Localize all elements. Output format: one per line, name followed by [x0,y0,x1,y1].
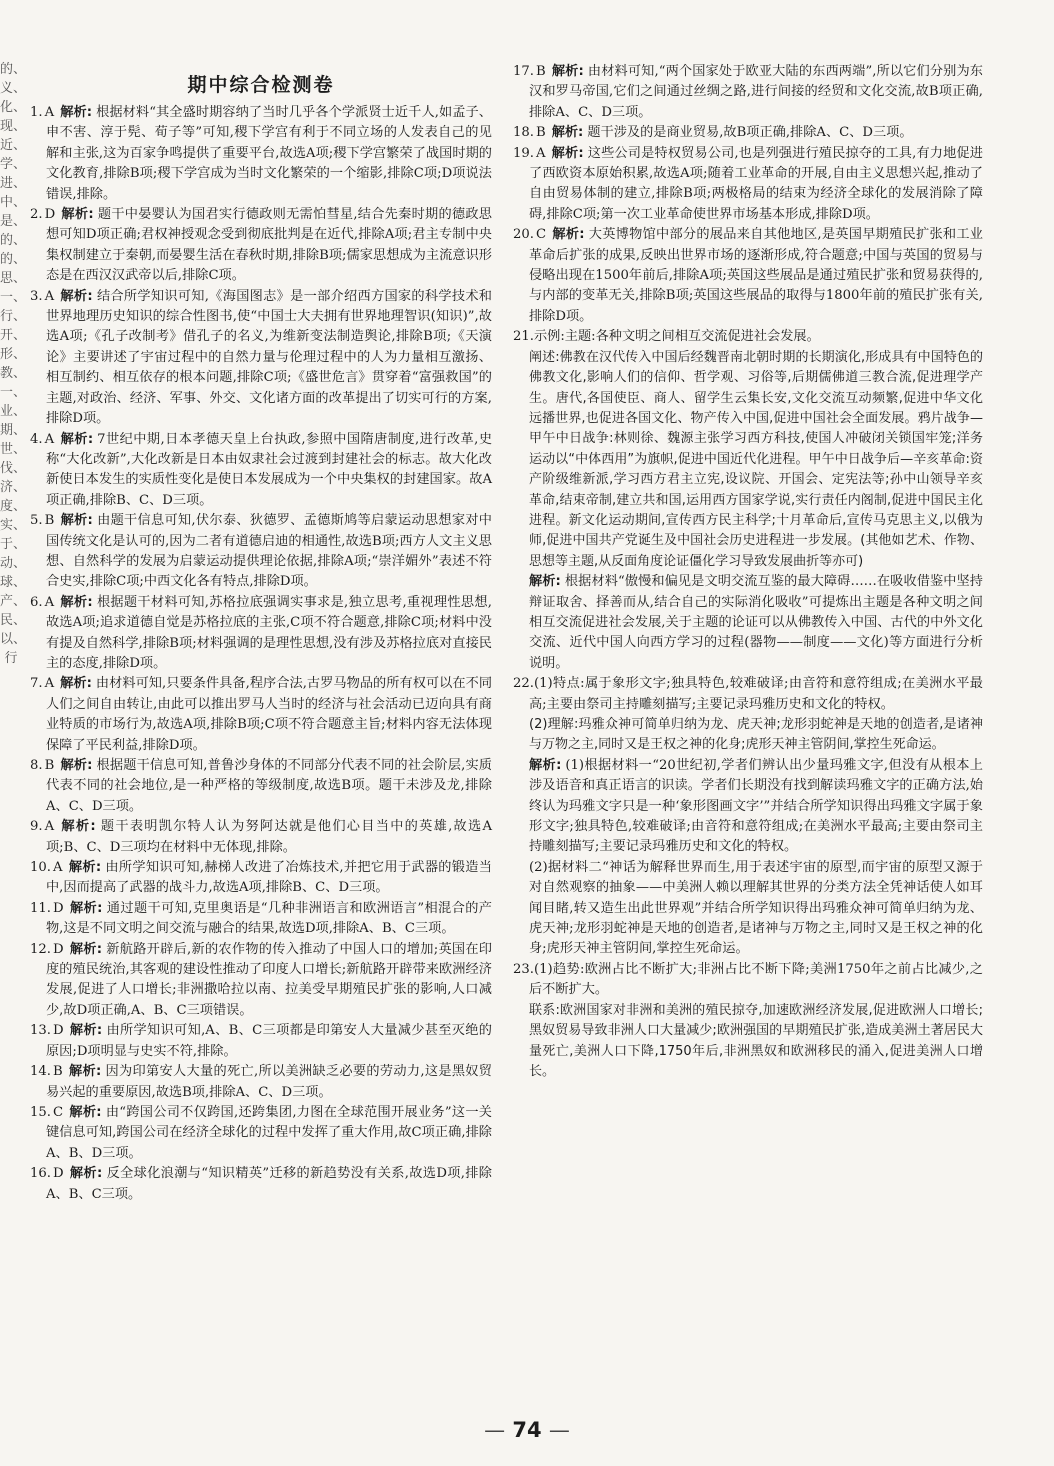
answer-ans: C [52,1104,64,1120]
answer-num: 9. [30,819,43,835]
answer-item [30,940,492,1022]
answer-item [513,144,983,226]
answer-text: 结合所学知识可知,《海国图志》是一部介绍西方国家的科学技术和世界地理历史知识的综合性图书,使“中国士大夫拥有世界地理智识(知识)”,故选A项;《孔子改制考》借孔子的名义,为维新变法制造舆论,排除B项;《天演论》主要讲述了宇宙过程中的自然力量与伦理过程中的人为力量相互激扬、相互制约、相互依存的根本问题,排除C项;《盛世危言》贯穿着“富强救国”的主题,对政治、经济、军事、外交、文化诸方面的改革提出了切实可行的方案,排除D项。 [46,288,492,427]
answer-ans: D [52,1166,64,1182]
answer-text: 由所学知识可知,A、B、C三项都是印第安人大量减少甚至灭绝的原因;D项明显与史实不符,排除。 [46,1023,492,1059]
answer-num: 18. [513,125,534,141]
answer-item [30,899,492,940]
answer-tag: 解析: [551,125,584,141]
right-column [513,62,983,1082]
answer-num: 6. [30,594,43,610]
answer-ans: D [52,900,64,916]
answer-tag: 解析: [60,594,93,610]
adjacent-page-edge-text: 的、义、化、现、近、学、进、中、是、的、的、思、一、行、开、形、教、一、业、期、世、伐、济、度、实、于、动、球、产、民、以、行 [0,62,27,666]
answer-num: 5. [30,513,43,529]
answer-tag: 解析: [69,1166,103,1182]
answer-ans: A [52,860,63,876]
answer-ans: A [44,288,55,304]
answer-text: 根据题干材料可知,苏格拉底强调实事求是,独立思考,重视理性思想,故选A项;追求道德自觉是苏格拉底的主张,C项不符合题意,排除C项;材料中没有提及自然科学,排除B项;材料强调的是理性思想,没有涉及苏格拉底对直接民主的态度,排除D项。 [46,594,492,671]
page-number: — 74 — [484,1418,570,1442]
answer-tag: 解析: [60,431,94,447]
answer-tag: 解析: [60,105,93,120]
answer-tag: 解析: [60,758,93,773]
answer-text: 题干中晏婴认为国君实行德政则无需怕彗星,结合先秦时期的德政思想可知D项正确;君权神授观念受到彻底批判是在近代,排除A项;君主专制中央集权制建立于秦朝,而晏婴生活在春秋时期,排除B项;儒家思想成为主流意识形态是在西汉汉武帝以后,排除C项。 [46,207,492,284]
answer-ans: A [44,105,55,120]
answer-item [513,123,983,143]
answer-text: 由材料可知,“两个国家处于欧亚大陆的东西两端”,所以它们分别为东汉和罗马帝国,它们之间通过丝绸之路,进行间接的经贸和文化交流,故B项正确,排除A、C、D三项。 [529,64,983,120]
answer-item [30,430,492,512]
answer-num: 17. [513,64,534,79]
q23-part2: 联系:欧洲国家对非洲和美洲的殖民掠夺,加速欧洲经济发展,促进欧洲人口增长;黑奴贸易导致非洲人口大量减少;欧洲强国的早期殖民扩张,造成美洲土著居民大量死亡,美洲人口下降,1750年后,非洲黑奴和欧洲移民的涌入,促进美洲人口增长。 [529,1002,983,1079]
answer-ans: C [535,227,547,243]
answer-tag: 解析: [68,1064,102,1080]
answer-num: 7. [30,676,43,692]
answer-num: 14. [30,1064,51,1080]
answer-tag: 解析: [68,860,102,876]
q23-part1: (1)趋势:欧洲占比不断扩大;非洲占比不断下降;美洲1750年之前占比减少,之后不断扩大。 [529,961,983,998]
answer-text: 题干涉及的是商业贸易,故B项正确,排除A、C、D三项。 [587,125,913,141]
answer-tag: 解析: [60,819,96,835]
answer-num: 11. [30,900,51,916]
answer-item [30,1103,492,1164]
answer-ans: A [535,145,546,161]
answer-ans: A [44,594,55,610]
answer-ans: B [535,125,546,141]
answer-item [30,1164,492,1205]
page-title: 期中综合检测卷 [187,74,335,96]
answer-num: 12. [30,941,51,957]
q21-lead: 示例:主题:各种文明之间相互交流促进社会发展。 [533,329,820,345]
answer-ans: A [44,819,55,835]
answer-text: 7世纪中期,日本孝德天皇上台执政,参照中国隋唐制度,进行改革,史称“大化改新”,大化改新是日本由奴隶社会过渡到封建社会的标志。故大化改新使日本发生的实质性变化是使日本发展成为一个中央集权的封建国家。故A项正确,排除B、C、D三项。 [46,431,493,508]
answer-text: 通过题干可知,克里奥语是“几种非洲语言和欧洲语言”相混合的产物,这是不同文明之间交流与融合的结果,故选D项,排除A、B、C三项。 [46,900,492,937]
answer-item [30,674,492,756]
answer-text: 由题干信息可知,伏尔泰、狄德罗、孟德斯鸠等启蒙运动思想家对中国传统文化是认可的,因为二者有道德启迪的相通性,故选B项;西方人文主义思想、自然科学的发展为启蒙运动提供理论依据,排除A项;“崇洋媚外”表述不符合史实,排除C项;中西文化各有特点,排除D项。 [46,513,492,590]
answer-item [513,62,983,123]
answer-item [30,858,492,899]
answer-text: 根据题干信息可知,普鲁沙身体的不同部分代表不同的社会阶层,实质代表不同的社会地位,是一种严格的等级制度,故选B项。题干未涉及龙,排除A、C、D三项。 [46,758,492,814]
answer-num: 19. [513,145,534,161]
answer-tag: 解析: [60,676,92,692]
answer-item [30,817,492,858]
answer-item [30,287,492,430]
answer-tag: 解析: [69,900,103,916]
answer-num: 1. [30,105,43,120]
answer-num: 20. [513,227,534,243]
q22-analysis-1: 解析: (1)根据材料一“20世纪初,学者们辨认出少量玛雅文字,但没有从根本上涉及语音和真正语言的识读。学者们长期没有找到解读玛雅文字的正确方法,始终认为玛雅文字只是一种‘象形图画文字’”并结合所学知识得出玛雅文字属于象形文字;独具特色,较难破译;由音符和意符组成;在美洲水平最高;主要由祭司主持雕刻描写;主要记录玛雅历史和文化的特权。 [529,757,983,855]
answer-ans: B [44,758,55,773]
answer-tag: 解析: [60,288,93,304]
answer-text: 由“跨国公司不仅跨国,还跨集团,力图在全球范围开展业务”这一关键信息可知,跨国公司在经济全球化的过程中发挥了重大作用,故C项正确,排除A、B、D三项。 [46,1104,492,1161]
answer-num: 3. [30,288,43,304]
answer-text: 新航路开辟后,新的农作物的传入推动了中国人口的增加;英国在印度的殖民统治,其客观的建设性推动了印度人口增长;新航路开辟带来欧洲经济发展,促进了人口增长;非洲撒哈拉以南、拉美受早期殖民扩张的影响,人口减少,故D项正确,A、B、C三项错误。 [46,941,492,1018]
answer-item [30,205,492,287]
answer-item [30,103,492,205]
left-answer-list [30,103,492,1205]
answer-tag: 解析: [60,513,93,529]
answer-tag: 解析: [551,145,584,161]
answer-item [30,1062,492,1103]
answer-item [30,1021,492,1062]
question-23: 23.(1)趋势:欧洲占比不断扩大;非洲占比不断下降;美洲1750年之前占比减少,之后不断扩大。 联系:欧洲国家对非洲和美洲的殖民掠夺,加速欧洲经济发展,促进欧洲人口增长;黑奴贸易导致非洲人口大量减少;欧洲强国的早期殖民扩张,造成美洲土著居民大量死亡,美洲人口下降,1750年后,非洲黑奴和欧洲移民的涌入,促进美洲人口增长。 [513,960,983,1082]
answer-text: 由材料可知,只要条件具备,程序合法,古罗马物品的所有权可以在不同人们之间自由转让,由此可以推出罗马人当时的经济与社会活动已迈向具有商业特质的市场行为,故选A项,排除B项;C项不符合题意主旨;材料内容无法体现保障了平民利益,排除D项。 [46,676,493,753]
answer-num: 8. [30,758,43,773]
q22-analysis-2: (2)据材料二“神话为解释世界而生,用于表述宇宙的原型,而宇宙的原型又源于对自然观察的抽象——中美洲人赖以理解其世界的分类方法全凭神话使人如耳闻目睹,转又造生出此世界观”并结合所学知识得出玛雅众神可简单归纳为龙、虎天神;龙形羽蛇神是天地的创造者,是诸神与万物之主,同时又是王权之神的化身;虎形天神主管阴间,掌控生死命运。 [529,859,983,957]
answer-text: 这些公司是特权贸易公司,也是列强进行殖民掠夺的工具,有力地促进了西欧资本原始积累,故选A项;随着工业革命的开展,自由主义思想兴起,推动了自由贸易体制的建立,排除B项;两极格局的结束为经济全球化的发展消除了障碍,排除C项;第一次工业革命使世界市场基本形成,排除D项。 [529,145,983,222]
answer-item [30,593,492,675]
answer-tag: 解析: [69,1104,102,1120]
answer-num: 16. [30,1166,51,1182]
answer-tag: 解析: [551,64,584,79]
q22-part2: (2)理解:玛雅众神可简单归纳为龙、虎天神;龙形羽蛇神是天地的创造者,是诸神与万物之主,同时又是王权之神的化身;虎形天神主管阴间,掌控生死命运。 [529,717,983,753]
answer-num: 10. [30,860,51,876]
answer-tag: 解析: [69,1023,103,1039]
answer-ans: B [52,1064,63,1080]
question-21: 21.示例:主题:各种文明之间相互交流促进社会发展。 阐述:佛教在汉代传入中国后经魏晋南北朝时期的长期演化,形成具有中国特色的佛教文化,影响人们的信仰、哲学观、习俗等,后期儒佛道三教合流,促进理学产生。唐代,各国使臣、商人、留学生云集长安,文化交流互动频繁,促进中华文化远播世界,也促进各国文化、物产传入中国,促进中国社会全面发展。鸦片战争—甲午中日战争:林则徐、魏源主张学习西方科技,使国人冲破闭关锁国牢笼;洋务运动以“中体西用”为旗帜,促进中国近代化进程。甲午中日战争后—辛亥革命:资产阶级维新派,学习西方君主立宪,设议院、开国会、定宪法等;孙中山领导辛亥革命,结束帝制,建立共和国,运用西方国家学说,实行责任内阁制,促进中国民主化进程。新文化运动期间,宣传西方民主科学;十月革命后,宣传马克思主义,以俄为师,促进中国共产党诞生及中国社会历史进程进一步发展。(其他如艺术、作物、思想等主题,从反面角度论证僵化学习导致发展曲折等亦可) 解析: 根据材料“傲慢和偏见是文明交流互鉴的最大障碍……在吸收借鉴中坚持辩证取舍、择善而从,结合自己的实际消化吸收”可提炼出主题是各种文明之间相互交流促进社会发展,关于主题的论证可以从佛教传入中国、古代的中外文化交流、近代中国人向西方学习的过程(器物——制度——文化)等方面进行分析说明。 [513,327,983,674]
answer-ans: B [44,513,55,529]
answer-ans: B [535,64,546,79]
answer-num: 13. [30,1023,51,1039]
answer-tag: 解析: [61,207,94,223]
answer-tag: 解析: [552,227,585,243]
answer-num: 2. [30,207,43,223]
answer-item [30,511,492,593]
q21-analysis: 解析: 根据材料“傲慢和偏见是文明交流互鉴的最大障碍……在吸收借鉴中坚持辩证取舍、择善而从,结合自己的实际消化吸收”可提炼出主题是各种文明之间相互交流促进社会发展,关于主题的论证可以从佛教传入中国、古代的中外文化交流、近代中国人向西方学习的过程(器物——制度——文化)等方面进行分析说明。 [529,574,983,671]
answer-item [513,225,983,327]
answer-ans: A [44,676,55,692]
right-answer-list [513,62,983,327]
left-column [30,66,492,1205]
answer-text: 大英博物馆中部分的展品来自其他地区,是英国早期殖民扩张和工业革命后扩张的成果,反映出世界市场的逐渐形成,符合题意;中国与英国的贸易与侵略出现在1500年前后,排除A项;英国这些展品是通过殖民扩张和贸易获得的,与内部的变革无关,排除B项;英国这些展品的取得与1800年前的殖民扩张有关,排除D项。 [529,227,983,324]
q21-body: 阐述:佛教在汉代传入中国后经魏晋南北朝时期的长期演化,形成具有中国特色的佛教文化,影响人们的信仰、哲学观、习俗等,后期儒佛道三教合流,促进理学产生。唐代,各国使臣、商人、留学生云集长安,文化交流互动频繁,促进中华文化远播世界,也促进各国文化、物产传入中国,促进中国社会全面发展。鸦片战争—甲午中日战争:林则徐、魏源主张学习西方科技,使国人冲破闭关锁国牢笼;洋务运动以“中体西用”为旗帜,促进中国近代化进程。甲午中日战争后—辛亥革命:资产阶级维新派,学习西方君主立宪,设议院、开国会、定宪法等;孙中山领导辛亥革命,结束帝制,建立共和国,运用西方国家学说,实行责任内阁制,促进中国民主化进程。新文化运动期间,宣传西方民主科学;十月革命后,宣传马克思主义,以俄为师,促进中国共产党诞生及中国社会历史进程进一步发展。(其他如艺术、作物、思想等主题,从反面角度论证僵化学习导致发展曲折等亦可) [529,349,983,569]
answer-text: 题干表明凯尔特人认为努阿达就是他们心目当中的英雄,故选A项;B、C、D三项均在材料中无体现,排除。 [46,819,492,855]
answer-ans: D [52,1023,64,1039]
answer-ans: D [44,207,56,223]
answer-ans: D [52,941,64,957]
answer-item [30,756,492,817]
answer-tag: 解析: [69,941,103,957]
answer-num: 15. [30,1104,51,1120]
answer-num: 4. [30,431,43,447]
q22-part1: (1)特点:属于象形文字;独具特色,较难破译;由音符和意符组成;在美洲水平最高;主要由祭司主持雕刻描写;主要记录玛雅历史和文化的特权。 [529,676,983,712]
answer-text: 由所学知识可知,赫梯人改进了冶炼技术,并把它用于武器的锻造当中,因而提高了武器的战斗力,故选A项,排除B、C、D三项。 [46,860,492,896]
answer-ans: A [44,431,55,447]
answer-text: 反全球化浪潮与“知识精英”迁移的新趋势没有关系,故选D项,排除A、B、C三项。 [46,1166,492,1202]
answer-text: 根据材料“其全盛时期容纳了当时几乎各个学派贤士近千人,如孟子、申不害、淳于髡、荀子等”可知,稷下学宫有利于不同立场的人发表自己的见解和主张,这为百家争鸣提供了重要平台,故选A项;稷下学宫繁荣了战国时期的文化教育,排除B项;稷下学宫成为当时文化繁荣的一个缩影,排除C项;D项说法错误,排除。 [46,105,492,202]
question-22: 22.(1)特点:属于象形文字;独具特色,较难破译;由音符和意符组成;在美洲水平最高;主要由祭司主持雕刻描写;主要记录玛雅历史和文化的特权。 (2)理解:玛雅众神可简单归纳为龙、虎天神;龙形羽蛇神是天地的创造者,是诸神与万物之主,同时又是王权之神的化身;虎形天神主管阴间,掌控生死命运。 解析: (1)根据材料一“20世纪初,学者们辨认出少量玛雅文字,但没有从根本上涉及语音和真正语言的识读。学者们长期没有找到解读玛雅文字的正确方法,始终认为玛雅文字只是一种‘象形图画文字’”并结合所学知识得出玛雅文字属于象形文字;独具特色,较难破译;由音符和意符组成;在美洲水平最高;主要由祭司主持雕刻描写;主要记录玛雅历史和文化的特权。 (2)据材料二“神话为解释世界而生,用于表述宇宙的原型,而宇宙的原型又源于对自然观察的抽象——中美洲人赖以理解其世界的分类方法全凭神话使人如耳闻目睹,转又造生出此世界观”并结合所学知识得出玛雅众神可简单归纳为龙、虎天神;龙形羽蛇神是天地的创造者,是诸神与万物之主,同时又是王权之神的化身;虎形天神主管阴间,掌控生死命运。 [513,674,983,960]
answer-text: 因为印第安人大量的死亡,所以美洲缺乏必要的劳动力,这是黑奴贸易兴起的重要原因,故选B项,排除A、C、D三项。 [46,1064,492,1100]
